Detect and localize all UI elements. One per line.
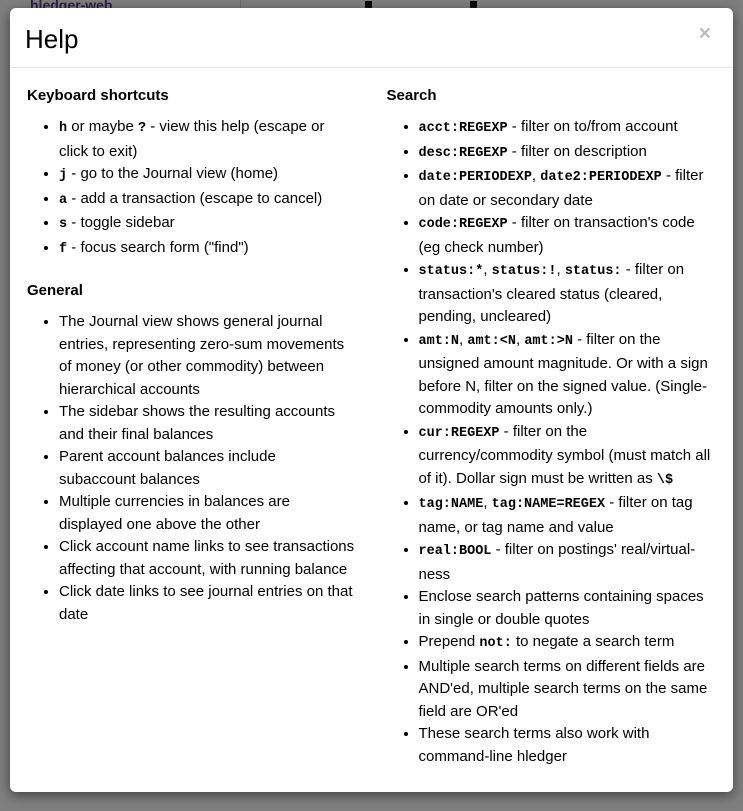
- left-column: [12, 76, 372, 789]
- list-item: • desc:REGEXP - filter on description: [419, 141, 717, 166]
- modal-title: Help: [25, 24, 79, 54]
- list-item: • a - add a transaction (escape to cancel): [59, 188, 357, 213]
- code-term: ?: [137, 121, 147, 136]
- modal-header: [10, 8, 733, 68]
- list-item: • Multiple currencies in balances are displayed one above the other: [59, 491, 357, 536]
- modal-body: [10, 68, 733, 792]
- list-item: • amt:N, amt:<N, amt:>N - filter on the unsigned amount magnitude. Or with a sign before N, filter on the signed value. (Single-commodity amounts only.): [419, 329, 717, 421]
- code-term: j: [59, 168, 68, 183]
- code-term: amt:N: [418, 333, 460, 349]
- code-term: amt:>N: [524, 333, 573, 349]
- list-item: • Enclose search patterns containing spaces in single or double quotes: [419, 586, 717, 631]
- code-term: h: [59, 121, 68, 136]
- code-term: code:REGEXP: [418, 217, 508, 232]
- code-term: desc:REGEXP: [418, 145, 508, 161]
- list-item: • date:PERIODEXP, date2:PERIODEXP - filter on date or secondary date: [419, 165, 717, 212]
- list-item: • The Journal view shows general journal entries, representing zero-sum movements of money (or other commodity) between hierarchical accounts: [59, 311, 357, 401]
- right-column: [372, 76, 732, 789]
- code-term: tag:NAME=REGEX: [491, 497, 606, 512]
- list-item: • f - focus search form ("find"): [59, 237, 357, 262]
- code-term: s: [59, 217, 68, 232]
- list-item: • These search terms also work with command-line hledger: [419, 723, 717, 768]
- code-term: status:!: [491, 264, 557, 279]
- code-term: amt:<N: [467, 333, 516, 349]
- list-item: • tag:NAME, tag:NAME=REGEX - filter on tag name, or tag name and value: [419, 492, 717, 539]
- code-term: date:PERIODEXP: [418, 170, 532, 185]
- section-title-search: Search: [386, 87, 437, 104]
- general-list: [27, 311, 357, 626]
- code-term: \$: [656, 472, 674, 488]
- code-term: a: [59, 192, 68, 208]
- code-term: real:BOOL: [418, 544, 492, 559]
- code-term: tag:NAME: [418, 497, 484, 512]
- list-item: • s - toggle sidebar: [59, 212, 357, 237]
- code-term: not:: [479, 636, 512, 651]
- list-item: • status:*, status:!, status: - filter on transaction's cleared status (cleared, pending, uncleared): [419, 259, 717, 329]
- close-icon[interactable]: ×: [698, 22, 711, 45]
- code-term: status:: [564, 264, 622, 279]
- list-item: • Parent account balances include subaccount balances: [59, 446, 357, 491]
- list-item: • code:REGEXP - filter on transaction's code (eg check number): [419, 212, 717, 259]
- list-item: • h or maybe ? - view this help (escape or click to exit): [59, 116, 357, 163]
- list-item: • Multiple search terms on different fields are AND'ed, multiple search terms on the same field are OR'ed: [419, 656, 717, 724]
- section-title-general: General: [27, 282, 83, 299]
- help-modal: [10, 8, 733, 792]
- list-item: • acct:REGEXP - filter on to/from account: [419, 116, 717, 141]
- list-item: • The sidebar shows the resulting accounts and their final balances: [59, 401, 357, 446]
- code-term: cur:REGEXP: [418, 425, 500, 441]
- list-item: • real:BOOL - filter on postings' real/virtual-ness: [419, 539, 717, 586]
- code-term: date2:PERIODEXP: [540, 170, 662, 185]
- code-term: f: [59, 241, 68, 257]
- list-item: • Click account name links to see transactions affecting that account, with running balance: [59, 536, 357, 581]
- code-term: status:*: [418, 264, 484, 279]
- list-item: • Prepend not: to negate a search term: [419, 631, 717, 656]
- keyboard-shortcuts-list: [27, 116, 357, 261]
- list-item: • cur:REGEXP - filter on the currency/commodity symbol (must match all of it). Dollar sign must be written as \$: [419, 421, 717, 493]
- list-item: • Click date links to see journal entries on that date: [59, 581, 357, 626]
- section-title-keyboard-shortcuts: Keyboard shortcuts: [27, 87, 169, 104]
- search-list: [387, 116, 717, 768]
- code-term: acct:REGEXP: [418, 121, 508, 136]
- list-item: • j - go to the Journal view (home): [59, 163, 357, 188]
